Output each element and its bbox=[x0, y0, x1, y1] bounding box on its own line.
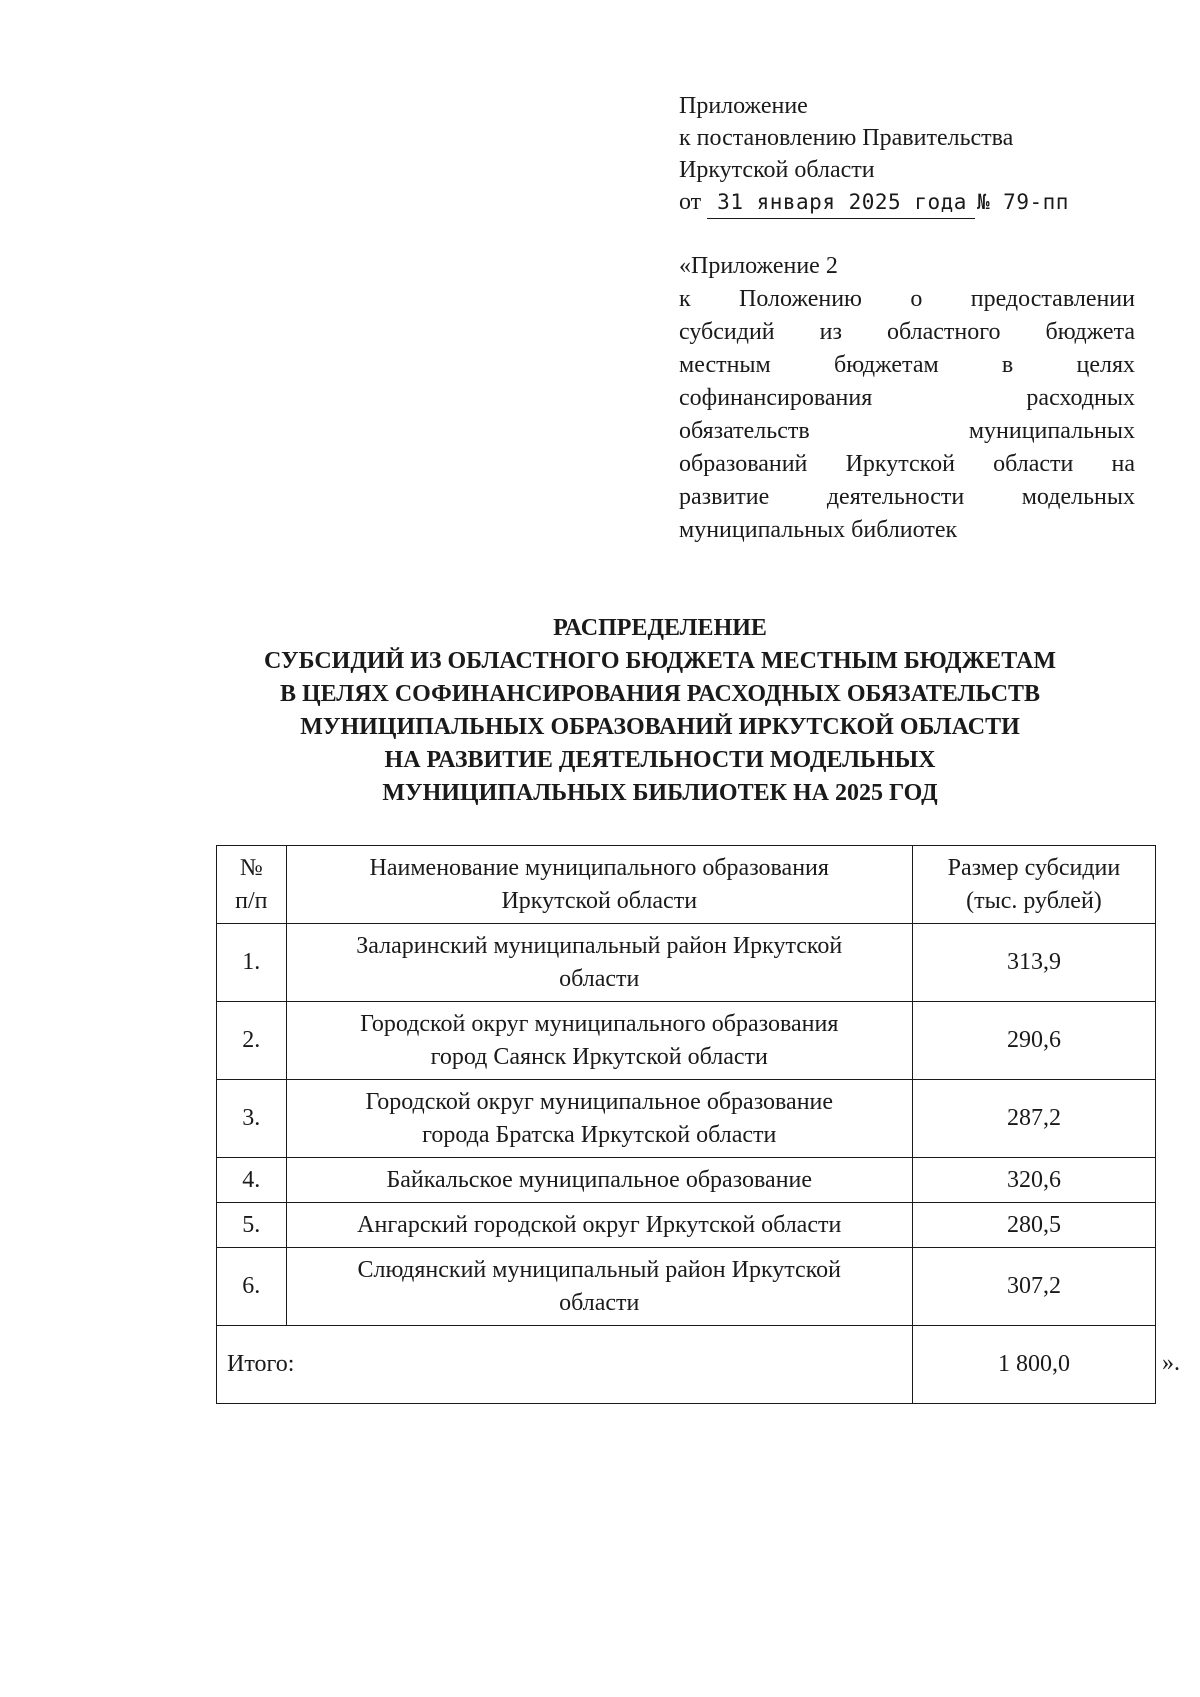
title-line: В ЦЕЛЯХ СОФИНАНСИРОВАНИЯ РАСХОДНЫХ ОБЯЗАТЕЛЬСТВ bbox=[279, 681, 1041, 707]
row-name: Ангарский городской округ Иркутской области bbox=[286, 1203, 912, 1248]
appendix-header bbox=[679, 90, 1139, 219]
title-line: НА РАЗВИТИЕ ДЕЯТЕЛЬНОСТИ МОДЕЛЬНЫХ bbox=[384, 747, 936, 773]
row-amount: 313,9 bbox=[912, 924, 1155, 1002]
header-line-2: к постановлению Правительства bbox=[679, 125, 1014, 151]
table-header-row bbox=[217, 846, 1156, 924]
total-amount: 1 800,0 bbox=[912, 1326, 1155, 1404]
appendix-text bbox=[679, 283, 1135, 547]
header-amount: Размер субсидии (тыс. рублей) bbox=[912, 846, 1155, 924]
row-num: 6. bbox=[217, 1248, 287, 1326]
title-line: РАСПРЕДЕЛЕНИЕ bbox=[553, 615, 767, 641]
row-name: Заларинский муниципальный район Иркутской области bbox=[286, 924, 912, 1002]
header-line-3: Иркутской области bbox=[679, 157, 875, 183]
row-num: 5. bbox=[217, 1203, 287, 1248]
appendix-text-line: субсидий из областного бюджета bbox=[679, 319, 1135, 345]
table-row bbox=[217, 1203, 1156, 1248]
row-name: Городской округ муниципального образования город Саянск Иркутской области bbox=[286, 1002, 912, 1080]
row-num: 2. bbox=[217, 1002, 287, 1080]
document-title bbox=[160, 612, 1160, 810]
table-total-row bbox=[217, 1326, 1156, 1404]
decree-from-prefix: от bbox=[679, 189, 702, 215]
header-num: № п/п bbox=[217, 846, 287, 924]
table-row bbox=[217, 1158, 1156, 1203]
appendix-text-line: развитие деятельности модельных bbox=[679, 484, 1135, 510]
table-row bbox=[217, 1248, 1156, 1326]
appendix-text-line: местным бюджетам в целях bbox=[679, 352, 1135, 378]
row-num: 4. bbox=[217, 1158, 287, 1203]
row-num: 1. bbox=[217, 924, 287, 1002]
subsidy-table bbox=[216, 845, 1156, 1404]
row-amount: 290,6 bbox=[912, 1002, 1155, 1080]
row-amount: 307,2 bbox=[912, 1248, 1155, 1326]
appendix-text-line: софинансирования расходных bbox=[679, 385, 1135, 411]
row-amount: 280,5 bbox=[912, 1203, 1155, 1248]
title-line: МУНИЦИПАЛЬНЫХ ОБРАЗОВАНИЙ ИРКУТСКОЙ ОБЛАСТИ bbox=[300, 714, 1020, 740]
total-label: Итого: bbox=[217, 1326, 913, 1404]
decree-number: № 79-пп bbox=[976, 190, 1069, 214]
appendix-text-line: муниципальных библиотек bbox=[679, 517, 958, 543]
appendix-text-line: обязательств муниципальных bbox=[679, 418, 1135, 444]
header-name: Наименование муниципального образования Иркутской области bbox=[286, 846, 912, 924]
row-amount: 320,6 bbox=[912, 1158, 1155, 1203]
table-row bbox=[217, 1080, 1156, 1158]
row-amount: 287,2 bbox=[912, 1080, 1155, 1158]
row-name: Городской округ муниципальное образование города Братска Иркутской области bbox=[286, 1080, 912, 1158]
title-line: МУНИЦИПАЛЬНЫХ БИБЛИОТЕК НА 2025 ГОД bbox=[382, 780, 938, 806]
row-num: 3. bbox=[217, 1080, 287, 1158]
table-row bbox=[217, 924, 1156, 1002]
appendix-text-line: к Положению о предоставлении bbox=[679, 286, 1135, 312]
header-line-1: Приложение bbox=[679, 93, 808, 119]
decree-date: 31 января 2025 года bbox=[707, 186, 975, 219]
row-name: Байкальское муниципальное образование bbox=[286, 1158, 912, 1203]
table-row bbox=[217, 1002, 1156, 1080]
appendix-text-line: образований Иркутской области на bbox=[679, 451, 1135, 477]
title-line: СУБСИДИЙ ИЗ ОБЛАСТНОГО БЮДЖЕТА МЕСТНЫМ БЮДЖЕТАМ bbox=[264, 648, 1056, 674]
row-name: Слюдянский муниципальный район Иркутской области bbox=[286, 1248, 912, 1326]
decree-reference bbox=[679, 186, 1139, 219]
appendix-title: «Приложение 2 bbox=[679, 253, 838, 279]
appendix-2-reference bbox=[679, 250, 1135, 547]
closing-quote-mark: ». bbox=[1162, 1350, 1180, 1376]
